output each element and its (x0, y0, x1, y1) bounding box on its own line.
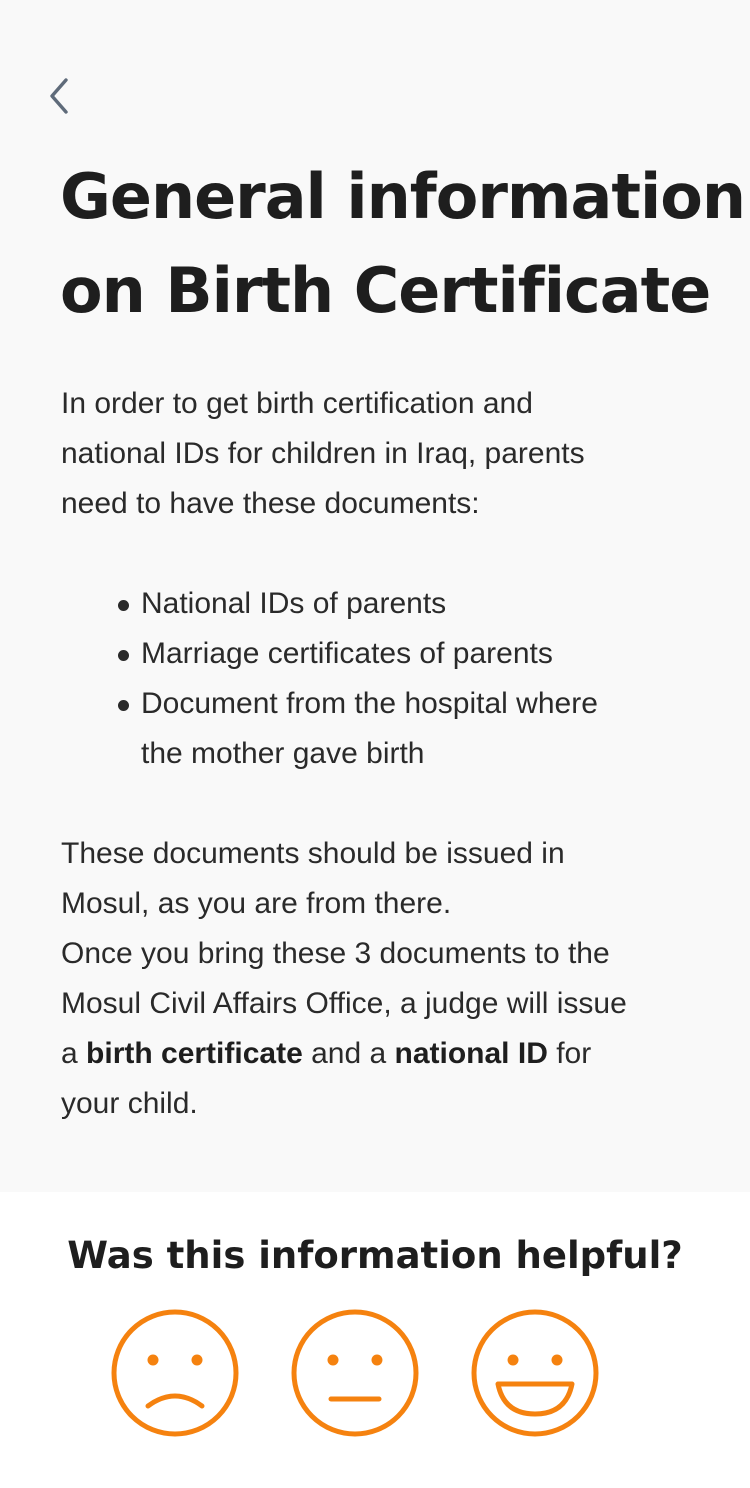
back-button[interactable] (36, 68, 84, 124)
list-item-text: the mother gave birth (141, 737, 425, 770)
outro-line: your child. (61, 1087, 198, 1120)
intro-line: In order to get birth certification and (61, 387, 533, 420)
feedback-section (0, 1192, 750, 1488)
chevron-left-icon (45, 74, 75, 118)
outro-line: These documents should be issued in (61, 837, 565, 870)
happy-face-icon[interactable] (470, 1308, 600, 1438)
intro-line: need to have these documents: (61, 487, 480, 520)
page-title-line: on Birth Certificate (60, 254, 711, 327)
outro-text: and a (302, 1037, 395, 1070)
intro-paragraph (61, 379, 701, 529)
list-item (115, 579, 715, 629)
outro-line (61, 1029, 701, 1079)
outro-line: Once you bring these 3 documents to the (61, 937, 610, 970)
outro-text: a (61, 1037, 87, 1070)
list-item-text: National IDs of parents (141, 587, 447, 620)
feedback-question: Was this information helpful? (67, 1234, 683, 1277)
list-item (115, 679, 715, 779)
list-item (115, 629, 715, 679)
list-item-text: Document from the hospital where (141, 687, 598, 720)
page-title (60, 150, 745, 338)
outro-text: for (547, 1037, 592, 1070)
sad-face-icon[interactable] (110, 1308, 240, 1438)
outro-line: Mosul Civil Affairs Office, a judge will issue (61, 987, 627, 1020)
outro-paragraph (61, 829, 701, 1129)
page-title-line: General information (60, 160, 745, 233)
outro-line: Mosul, as you are from there. (61, 887, 452, 920)
intro-line: national IDs for children in Iraq, parents (61, 437, 585, 470)
birth-certificate-emphasis: birth certificate (86, 1037, 303, 1070)
neutral-face-icon[interactable] (290, 1308, 420, 1438)
required-documents-list (115, 579, 715, 779)
national-id-emphasis: national ID (394, 1037, 548, 1070)
list-item-text: Marriage certificates of parents (141, 637, 553, 670)
